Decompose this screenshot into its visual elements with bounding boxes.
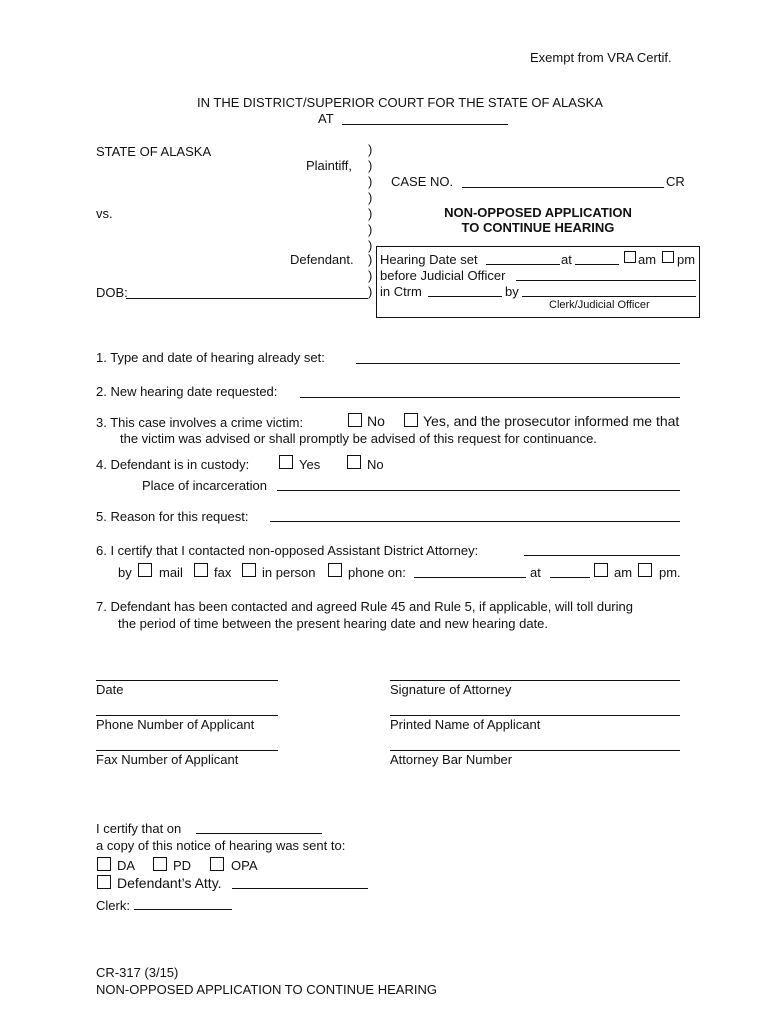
hearing-time-field[interactable]	[575, 264, 619, 265]
defendant-atty-checkbox[interactable]	[97, 875, 111, 889]
hearing-at-label: at	[561, 252, 572, 267]
court-at-label: AT	[318, 111, 334, 126]
defendant-atty-field[interactable]	[232, 888, 368, 889]
clerk-officer-label: Clerk/Judicial Officer	[549, 299, 650, 311]
caption-paren: )	[368, 238, 373, 253]
caption-paren: )	[368, 252, 373, 267]
phone-time-field[interactable]	[550, 577, 590, 578]
ada-name-field[interactable]	[524, 555, 680, 556]
contact-at-label: at	[530, 565, 541, 580]
plaintiff-label: Plaintiff,	[306, 158, 353, 173]
hearing-date-label: Hearing Date set	[380, 252, 478, 267]
caption-paren: )	[368, 268, 373, 283]
caption-paren: )	[368, 158, 373, 173]
victim-yes-checkbox[interactable]	[404, 413, 418, 427]
victim-yes-label: Yes, and the prosecutor informed me that	[423, 413, 680, 429]
item7-line1: 7. Defendant has been contacted and agreed Rule 45 and Rule 5, if applicable, will toll during	[96, 599, 633, 614]
item5-label: 5. Reason for this request:	[96, 509, 249, 524]
caption-paren: )	[368, 174, 373, 189]
date-field[interactable]	[96, 680, 278, 681]
hearing-date-field[interactable]	[486, 264, 560, 265]
certify-date-field[interactable]	[196, 833, 322, 834]
exempt-note: Exempt from VRA Certif.	[530, 50, 672, 65]
contact-by-label: by	[118, 565, 132, 580]
bar-number-label: Attorney Bar Number	[390, 752, 513, 767]
item7-line2: the period of time between the present hearing date and new hearing date.	[118, 616, 549, 631]
clerk-field[interactable]	[134, 909, 232, 910]
custody-no-checkbox[interactable]	[347, 455, 361, 469]
phone-number-label: Phone Number of Applicant	[96, 717, 255, 732]
certify-line1: I certify that on	[96, 821, 182, 836]
court-title: IN THE DISTRICT/SUPERIOR COURT FOR THE STATE OF ALASKA	[197, 95, 603, 110]
item6-label: 6. I certify that I contacted non-opposed Assistant District Attorney:	[96, 543, 479, 558]
contact-phone-label: phone on:	[348, 565, 406, 580]
case-no-field[interactable]	[462, 187, 664, 188]
case-suffix: CR	[666, 174, 685, 189]
judicial-officer-label: before Judicial Officer	[380, 268, 506, 283]
defendant-atty-label: Defendant’s Atty.	[117, 875, 222, 891]
clerk-signature-field[interactable]	[522, 296, 696, 297]
caption-paren: )	[368, 142, 373, 157]
item2-field[interactable]	[300, 397, 680, 398]
item1-field[interactable]	[356, 363, 680, 364]
plaintiff-name: STATE OF ALASKA	[96, 144, 212, 159]
reason-field[interactable]	[270, 521, 680, 522]
form-number: CR-317 (3/15)	[96, 965, 179, 980]
phone-number-field[interactable]	[96, 715, 278, 716]
courtroom-label: in Ctrm	[380, 284, 422, 299]
hearing-pm-label: pm	[677, 252, 696, 267]
hearing-am-checkbox[interactable]	[624, 251, 636, 263]
case-no-label: CASE NO.	[391, 174, 454, 189]
phone-date-field[interactable]	[414, 577, 526, 578]
clerk-label: Clerk:	[96, 898, 130, 913]
opa-checkbox[interactable]	[210, 857, 224, 871]
item1-label: 1. Type and date of hearing already set:	[96, 350, 325, 365]
fax-number-field[interactable]	[96, 750, 278, 751]
hearing-pm-checkbox[interactable]	[662, 251, 674, 263]
da-label: DA	[117, 858, 136, 873]
contact-mail-label: mail	[159, 565, 183, 580]
custody-yes-label: Yes	[299, 457, 321, 472]
contact-phone-checkbox[interactable]	[328, 563, 342, 577]
judicial-officer-field[interactable]	[516, 280, 696, 281]
caption-paren: )	[368, 190, 373, 205]
hearing-by-label: by	[505, 284, 519, 299]
form-title-line2: TO CONTINUE HEARING	[461, 220, 615, 235]
dob-field[interactable]	[126, 298, 368, 299]
contact-fax-checkbox[interactable]	[194, 563, 208, 577]
printed-name-field[interactable]	[390, 715, 680, 716]
victim-no-label: No	[367, 413, 385, 429]
pd-label: PD	[173, 858, 192, 873]
item2-label: 2. New hearing date requested:	[96, 384, 278, 399]
caption-paren: )	[368, 222, 373, 237]
incarceration-label: Place of incarceration	[142, 478, 268, 493]
form-title-line1: NON-OPPOSED APPLICATION	[444, 205, 632, 220]
contact-pm-checkbox[interactable]	[638, 563, 652, 577]
bar-number-field[interactable]	[390, 750, 680, 751]
contact-mail-checkbox[interactable]	[138, 563, 152, 577]
da-checkbox[interactable]	[97, 857, 111, 871]
item3-line2: the victim was advised or shall promptly be advised of this request for continuance.	[120, 431, 597, 446]
pd-checkbox[interactable]	[153, 857, 167, 871]
date-label: Date	[96, 682, 124, 697]
contact-person-label: in person	[262, 565, 316, 580]
contact-am-checkbox[interactable]	[594, 563, 608, 577]
printed-name-label: Printed Name of Applicant	[390, 717, 541, 732]
victim-no-checkbox[interactable]	[348, 413, 362, 427]
caption-paren: )	[368, 284, 373, 299]
defendant-label: Defendant.	[290, 252, 354, 267]
item3-label: 3. This case involves a crime victim:	[96, 415, 304, 430]
attorney-signature-label: Signature of Attorney	[390, 682, 512, 697]
contact-fax-label: fax	[214, 565, 232, 580]
contact-pm-label: pm.	[659, 565, 681, 580]
contact-person-checkbox[interactable]	[242, 563, 256, 577]
item4-label: 4. Defendant is in custody:	[96, 457, 250, 472]
custody-yes-checkbox[interactable]	[279, 455, 293, 469]
dob-label: DOB:	[96, 285, 128, 300]
fax-number-label: Fax Number of Applicant	[96, 752, 239, 767]
custody-no-label: No	[367, 457, 384, 472]
court-location-field[interactable]	[342, 124, 508, 125]
certify-line2: a copy of this notice of hearing was sent to:	[96, 838, 346, 853]
hearing-am-label: am	[638, 252, 657, 267]
attorney-signature-field[interactable]	[390, 680, 680, 681]
courtroom-field[interactable]	[428, 296, 502, 297]
contact-am-label: am	[614, 565, 633, 580]
incarceration-field[interactable]	[277, 490, 680, 491]
caption-paren: )	[368, 206, 373, 221]
form-name-footer: NON-OPPOSED APPLICATION TO CONTINUE HEARING	[96, 982, 437, 997]
opa-label: OPA	[231, 858, 258, 873]
vs-label: vs.	[96, 206, 113, 221]
